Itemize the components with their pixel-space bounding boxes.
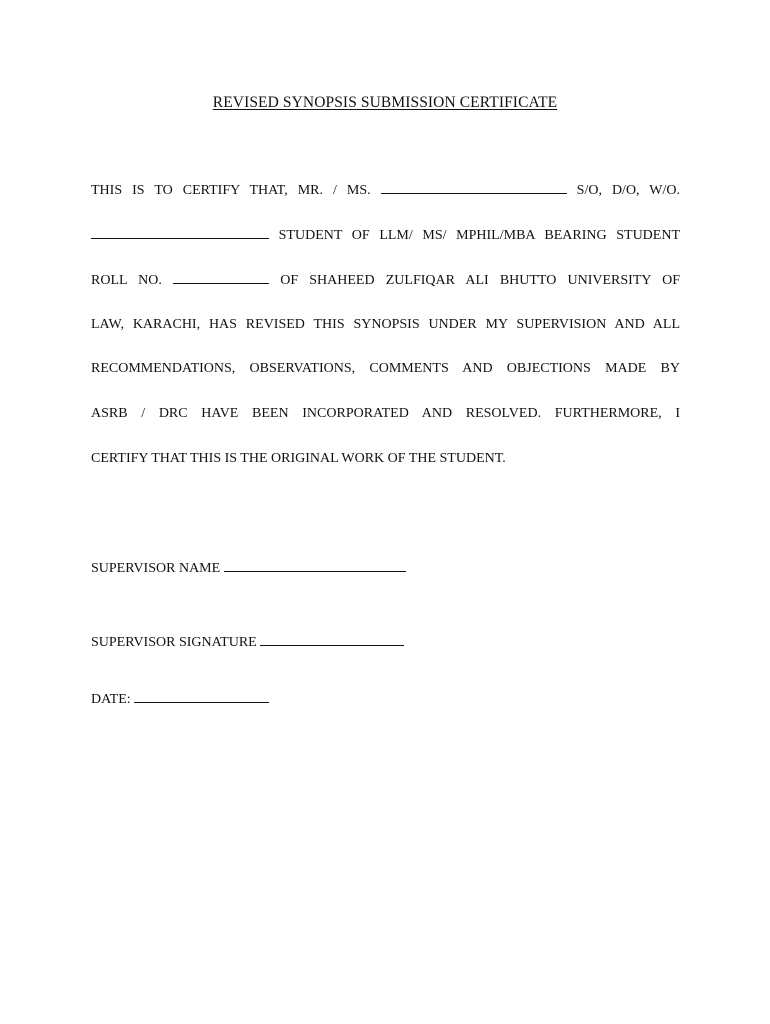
body-line-2 [91, 226, 680, 245]
program-text: STUDENT OF LLM/ MS/ MPHIL/MBA BEARING STUDENT [278, 228, 681, 243]
student-name-blank[interactable] [381, 181, 567, 194]
relation-text: S/O, D/O, W/O. [576, 183, 681, 198]
university-text: OF SHAHEED ZULFIQAR ALI BHUTTO UNIVERSITY OF [280, 273, 681, 288]
date-field [91, 690, 269, 709]
date-label: DATE: [91, 692, 131, 707]
body-line-7: CERTIFY THAT THIS IS THE ORIGINAL WORK OF THE STUDENT. [91, 451, 506, 466]
body-line-3 [91, 271, 680, 290]
parent-name-blank[interactable] [91, 226, 269, 239]
roll-no-label: ROLL NO. [91, 273, 162, 288]
body-line-6: ASRB / DRC HAVE BEEN INCORPORATED AND RESOLVED. FURTHERMORE, I [91, 406, 680, 421]
certify-text: THIS IS TO CERTIFY THAT, MR. / MS. [91, 183, 371, 198]
supervisor-name-label: SUPERVISOR NAME [91, 561, 221, 576]
roll-no-blank[interactable] [173, 271, 269, 284]
supervisor-signature-field [91, 633, 404, 652]
supervisor-signature-label: SUPERVISOR SIGNATURE [91, 635, 257, 650]
supervisor-name-blank[interactable] [224, 559, 406, 572]
date-blank[interactable] [134, 690, 269, 703]
body-line-5: RECOMMENDATIONS, OBSERVATIONS, COMMENTS AND OBJECTIONS MADE BY [91, 361, 680, 376]
supervisor-name-field [91, 559, 406, 578]
supervisor-signature-blank[interactable] [260, 633, 404, 646]
body-line-4: LAW, KARACHI, HAS REVISED THIS SYNOPSIS UNDER MY SUPERVISION AND ALL [91, 317, 680, 332]
body-line-1 [91, 181, 680, 200]
certificate-title: REVISED SYNOPSIS SUBMISSION CERTIFICATE [212, 94, 558, 111]
